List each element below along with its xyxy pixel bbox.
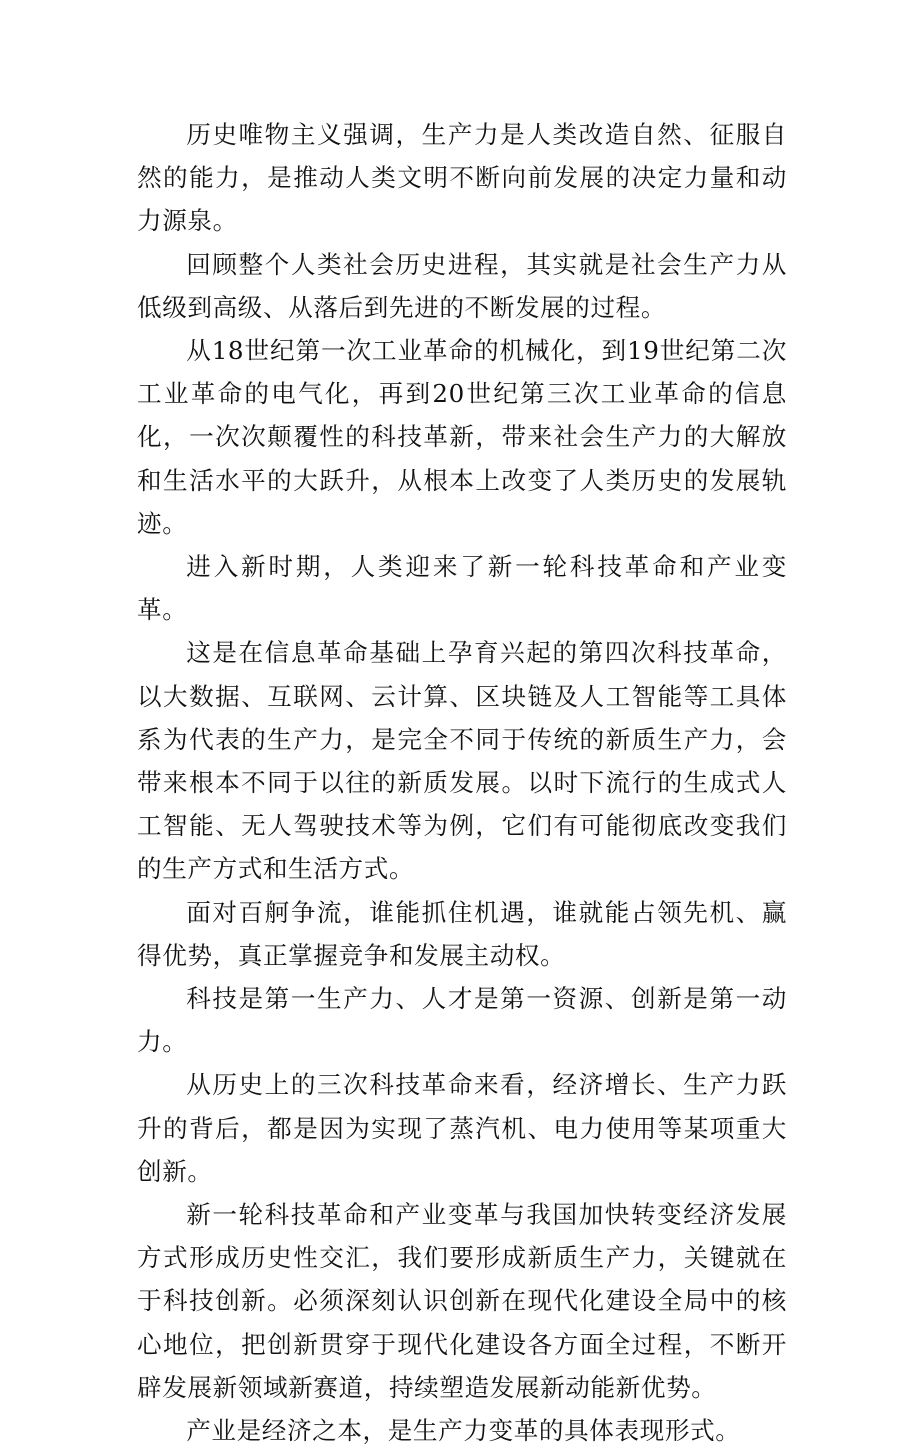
paragraph: 产业是经济之本，是生产力变革的具体表现形式。 <box>186 1416 741 1446</box>
paragraph: 进入新时期，人类迎来了新一轮科技革命和产业变革。 <box>137 552 787 625</box>
document-body <box>137 113 787 1452</box>
paragraph: 从历史上的三次科技革命来看，经济增长、生产力跃升的背后，都是因为实现了蒸汽机、电力使用等某项重大创新。 <box>137 1070 787 1186</box>
paragraph: 历史唯物主义强调，生产力是人类改造自然、征服自然的能力，是推动人类文明不断向前发展的决定力量和动力源泉。 <box>137 120 787 236</box>
paragraph: 新一轮科技革命和产业变革与我国加快转变经济发展方式形成历史性交汇，我们要形成新质生产力，关键就在于科技创新。必须深刻认识创新在现代化建设全局中的核心地位，把创新贯穿于现代化建设各方面全过程，不断开辟发展新领域新赛道，持续塑造发展新动能新优势。 <box>137 1200 787 1402</box>
paragraph: 从18世纪第一次工业革命的机械化，到19世纪第二次工业革命的电气化，再到20世纪第三次工业革命的信息化，一次次颠覆性的科技革新，带来社会生产力的大解放和生活水平的大跃升，从根本上改变了人类历史的发展轨迹。 <box>137 336 787 538</box>
paragraph: 科技是第一生产力、人才是第一资源、创新是第一动力。 <box>137 984 787 1057</box>
paragraph: 回顾整个人类社会历史进程，其实就是社会生产力从低级到高级、从落后到先进的不断发展的过程。 <box>137 249 787 322</box>
paragraph: 这是在信息革命基础上孕育兴起的第四次科技革命，以大数据、互联网、云计算、区块链及人工智能等工具体系为代表的生产力，是完全不同于传统的新质生产力，会带来根本不同于以往的新质发展。以时下流行的生成式人工智能、无人驾驶技术等为例，它们有可能彻底改变我们的生产方式和生活方式。 <box>137 638 787 884</box>
paragraph: 面对百舸争流，谁能抓住机遇，谁就能占领先机、赢得优势，真正掌握竞争和发展主动权。 <box>137 897 787 970</box>
